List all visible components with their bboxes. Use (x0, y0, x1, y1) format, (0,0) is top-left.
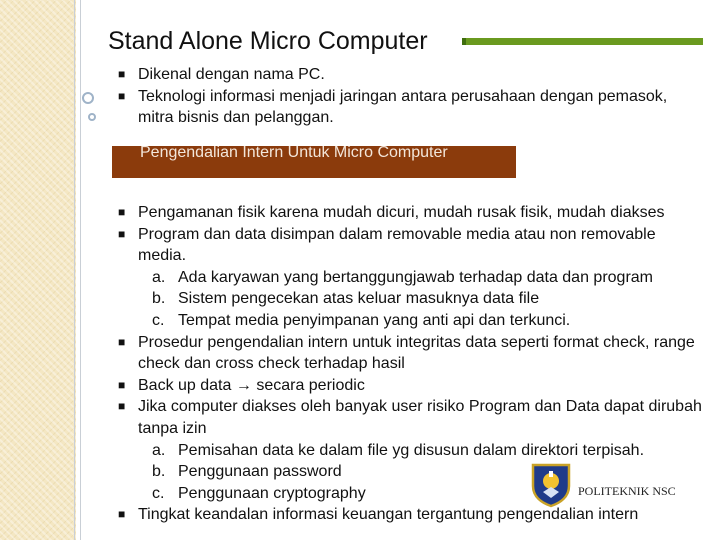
sub-list-item: c. Tempat media penyimpanan yang anti api dan terkunci. (152, 311, 571, 329)
decorative-sidebar (0, 0, 76, 540)
list-item: ■ Tingkat keandalan informasi keuangan tergantung pengendalian intern (116, 504, 706, 526)
list-item: ■ Jika computer diakses oleh banyak user risiko Program dan Data dapat dirubah tanpa izin a. Pemisahan data ke dalam file yg disusun dalam direktori terpisah. b. Penggunaan password c. Penggunaan cryptography (116, 396, 706, 504)
decorative-circle (88, 113, 96, 121)
list-item: ■ Prosedur pengendalian intern untuk integritas data seperti format check, range check dan cross check terhadap hasil (118, 333, 695, 373)
list-item: ■ Back up data → secara periodic (116, 375, 706, 397)
title-accent-bar (466, 38, 703, 45)
arrow-right-icon: → (235, 376, 252, 394)
section-heading: Pengendalian Intern Untuk Micro Computer (140, 146, 448, 161)
intro-bullet-list (116, 64, 676, 129)
section-banner (112, 146, 516, 178)
square-bullet-icon: ■ (118, 205, 126, 219)
square-bullet-icon: ■ (118, 399, 126, 414)
square-bullet-icon: ■ (118, 67, 126, 81)
square-bullet-icon: ■ (118, 334, 126, 349)
list-item: ■ Teknologi informasi menjadi jaringan antara perusahaan dengan pemasok, mitra bisnis dan pelanggan. (118, 87, 668, 127)
square-bullet-icon: ■ (118, 88, 126, 103)
shield-emblem-icon (530, 462, 572, 508)
square-bullet-icon: ■ (118, 377, 126, 392)
square-bullet-icon: ■ (118, 226, 126, 241)
list-item: ■ Pengamanan fisik karena mudah dicuri, mudah rusak fisik, mudah diakses (116, 202, 706, 224)
sub-list-item: b. Penggunaan password (152, 463, 342, 481)
institution-name: POLITEKNIK NSC (578, 484, 676, 498)
sub-list-item: b. Sistem pengecekan atas keluar masuknya data file (152, 290, 540, 308)
sub-list-item: a. Ada karyawan yang bertanggungjawab terhadap data dan program (152, 268, 653, 286)
sidebar-divider (74, 0, 75, 540)
decorative-circle (82, 92, 94, 104)
sub-list-item: c. Penggunaan cryptography (152, 484, 366, 502)
list-item: ■ Dikenal dengan nama PC. (116, 64, 676, 86)
square-bullet-icon: ■ (118, 507, 126, 522)
sub-list-item: a. Pemisahan data ke dalam file yg disusun dalam direktori terpisah. (152, 441, 645, 459)
list-item: ■ Program dan data disimpan dalam removable media atau non removable media. a. Ada karyawan yang bertanggungjawab terhadap data dan program b. Sistem pengecekan atas keluar masuknya data file c. Tempat media penyimpanan yang anti api dan terkunci. (116, 224, 706, 332)
slide-title: Stand Alone Micro Computer (108, 27, 428, 55)
sidebar-divider (80, 0, 81, 540)
main-bullet-list (116, 202, 706, 526)
